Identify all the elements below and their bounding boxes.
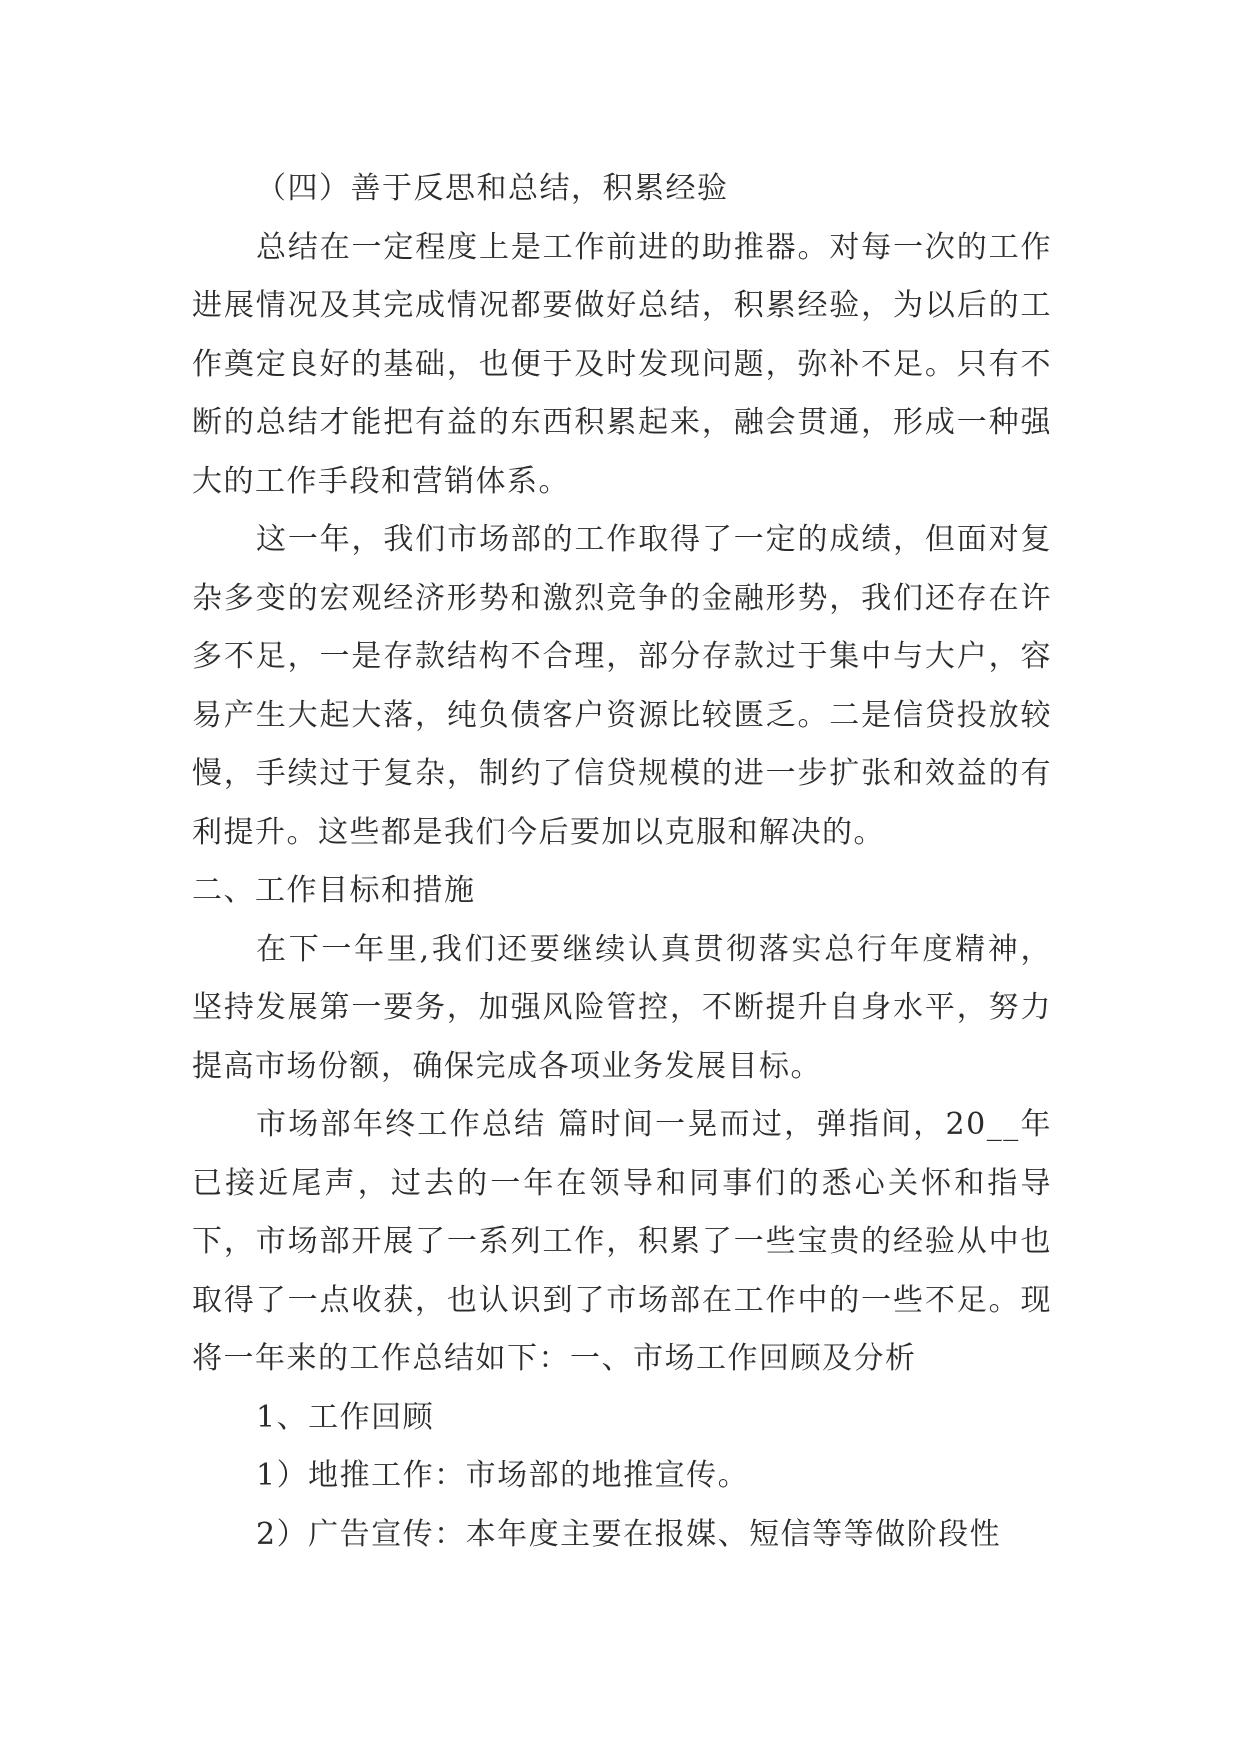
list-item-advertising: 2）广告宣传：本年度主要在报媒、短信等等做阶段性 — [256, 1516, 1002, 1552]
paragraph-next-year: 在下一年里,我们还要继续认真贯彻落实总行年度精神，坚持发展第一要务，加强风险管控，不断提升自身水平，努力提高市场份额，确保完成各项业务发展目标。 — [192, 931, 1052, 1084]
document-body — [192, 160, 1052, 1564]
paragraph-market-summary: 市场部年终工作总结 篇时间一晃而过，弹指间，20__年已接近尾声，过去的一年在领导和同事们的悉心关怀和指导下，市场部开展了一系列工作，积累了一些宝贵的经验从中也取得了一点收获，也认识到了市场部在工作中的一些不足。现将一年来的工作总结如下：一、市场工作回顾及分析 — [192, 1107, 1052, 1376]
section-heading-reflect: （四）善于反思和总结，积累经验 — [256, 171, 729, 206]
section-heading-goals: 二、工作目标和措施 — [192, 873, 476, 908]
list-item-ground-promotion: 1）地推工作：市场部的地推宣传。 — [256, 1458, 750, 1493]
paragraph-year-review: 这一年，我们市场部的工作取得了一定的成绩，但面对复杂多变的宏观经济形势和激烈竞争的金融形势，我们还存在许多不足，一是存款结构不合理，部分存款过于集中与大户，容易产生大起大落，纯负债客户资源比较匮乏。二是信贷投放较慢，手续过于复杂，制约了信贷规模的进一步扩张和效益的有利提升。这些都是我们今后要加以克服和解决的。 — [192, 522, 1052, 850]
subheading-work-review: 1、工作回顾 — [256, 1399, 435, 1435]
paragraph-summary-importance: 总结在一定程度上是工作前进的助推器。对每一次的工作进展情况及其完成情况都要做好总结，积累经验，为以后的工作奠定良好的基础，也便于及时发现问题，弥补不足。只有不断的总结才能把有益的东西积累起来，融会贯通，形成一种强大的工作手段和营销体系。 — [192, 229, 1052, 499]
